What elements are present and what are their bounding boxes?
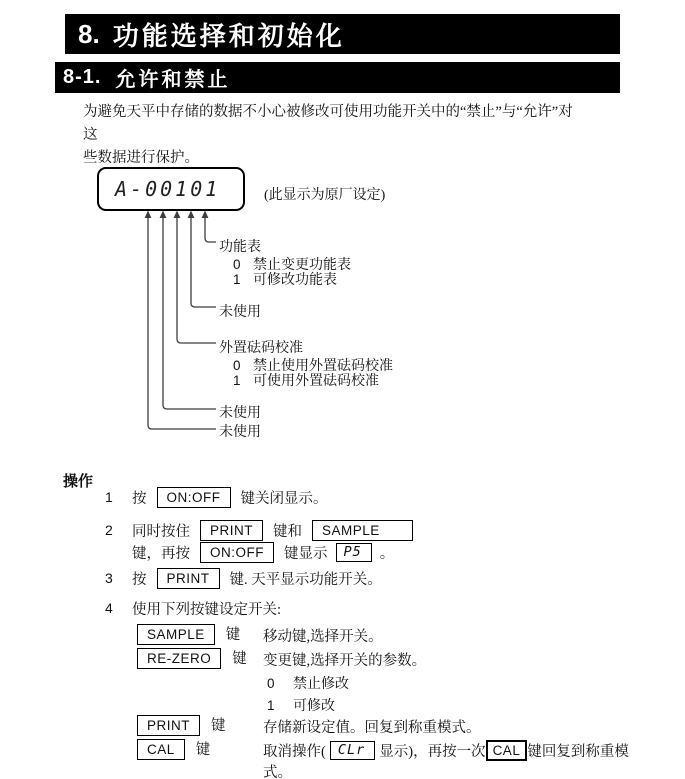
option-value: 1 <box>233 272 241 287</box>
key-description <box>263 740 629 761</box>
option-label: 可修改功能表 <box>253 273 337 288</box>
key-description: 存储新设定值。回复到称重模式。 <box>263 720 481 736</box>
arrow-up-icon <box>174 211 181 219</box>
step-2-continued <box>132 541 394 563</box>
step-text: 键，再按 <box>132 545 190 562</box>
chapter-number: 8. <box>78 18 100 49</box>
step-number: 1 <box>105 489 113 505</box>
lcd-inline-display <box>330 741 375 760</box>
balance-lcd-display <box>97 167 245 211</box>
step-text: 键关闭显示。 <box>240 490 328 507</box>
option-label: 禁止使用外置砝码校准 <box>253 359 393 374</box>
key-row-cal <box>137 738 657 760</box>
option-value: 0 <box>233 257 241 272</box>
step-number: 4 <box>105 600 113 616</box>
step-text: 键. 天平显示功能开关。 <box>229 571 382 588</box>
option-label: 可使用外置砝码校准 <box>253 374 379 389</box>
step-text: 。 <box>379 545 395 562</box>
step-text: 键和 <box>273 523 302 540</box>
lcd-inline-value: P5 <box>343 543 362 560</box>
key-suffix: 键 <box>211 718 226 734</box>
arrow-up-icon <box>202 211 209 219</box>
chapter-header-bar <box>65 14 620 54</box>
callout-line-switch-5 <box>205 216 216 242</box>
step-2 <box>105 519 423 541</box>
lcd-value: A-00101 <box>115 177 221 201</box>
key-description: 变更键,选择开关的参数。 <box>263 653 427 669</box>
on-off-key: ON:OFF <box>200 542 274 563</box>
print-key: PRINT <box>200 520 263 541</box>
desc-text: 显示)，再按一次 <box>379 744 486 760</box>
operation-heading: 操作 <box>63 473 94 490</box>
switch-name-function-table: 功能表 <box>219 240 261 255</box>
section-number: 8-1. <box>63 66 102 88</box>
key-row-re-zero <box>137 647 657 669</box>
step-text: 键显示 <box>284 545 328 562</box>
option-label: 禁止修改 <box>293 677 349 692</box>
section-header-bar <box>55 62 620 93</box>
switch-option <box>233 370 379 390</box>
step-4 <box>105 597 281 619</box>
desc-text: 取消操作( <box>263 744 326 760</box>
key-suffix: 键 <box>195 742 211 758</box>
print-key: PRINT <box>137 715 200 736</box>
arrow-up-icon <box>160 211 167 219</box>
step-text: 同时按住 <box>132 523 190 540</box>
key-row-sample <box>137 623 657 645</box>
option-label: 可修改 <box>293 699 335 714</box>
arrow-up-icon <box>145 211 152 219</box>
step-number: 3 <box>105 570 113 586</box>
step-number: 2 <box>105 522 113 538</box>
re-zero-key: RE-ZERO <box>137 648 221 669</box>
switch-name-external-cal: 外置砝码校准 <box>219 341 303 356</box>
print-key: PRINT <box>157 568 220 589</box>
option-value: 0 <box>233 358 241 373</box>
chapter-title: 功能选择和初始化 <box>112 20 345 51</box>
intro-line-1: 为避免天平中存储的数据不小心被修改可使用功能开关中的“禁止”与“允许”对这 <box>83 104 573 143</box>
step-3 <box>105 567 382 589</box>
switch-name-not-used: 未使用 <box>219 406 261 421</box>
step-text: 使用下列按键设定开关: <box>132 601 282 618</box>
cal-key: CAL <box>486 740 528 761</box>
arrow-up-icon <box>188 211 195 219</box>
re-zero-option <box>267 673 349 693</box>
key-description: 移动键,选择开关。 <box>263 629 383 645</box>
callout-line-switch-1 <box>148 216 216 429</box>
switch-name-not-used: 未使用 <box>219 305 261 320</box>
key-suffix: 键 <box>225 627 241 643</box>
lcd-inline-value: CLr <box>337 742 366 758</box>
lcd-inline-display <box>336 543 372 562</box>
desc-text: 键回复到称重模 <box>527 744 629 760</box>
sample-key: SAMPLE <box>137 624 215 645</box>
re-zero-option <box>267 695 335 715</box>
intro-paragraph <box>83 101 583 170</box>
step-1 <box>105 486 328 508</box>
key-suffix: 键 <box>232 651 247 667</box>
option-value: 1 <box>267 698 275 713</box>
option-value: 1 <box>233 373 241 388</box>
step-text: 按 <box>132 571 147 588</box>
sample-key: SAMPLE <box>312 520 413 541</box>
step-text: 按 <box>132 490 147 507</box>
section-title: 允许和禁止 <box>115 69 231 91</box>
callout-line-switch-4 <box>191 216 216 307</box>
callout-line-switch-2 <box>163 216 216 409</box>
factory-setting-note: (此显示为原厂设定) <box>264 188 386 203</box>
switch-name-not-used: 未使用 <box>219 425 261 440</box>
switch-option <box>233 269 337 289</box>
cal-key: CAL <box>137 739 185 760</box>
key-row-print <box>137 714 657 736</box>
on-off-key: ON:OFF <box>157 487 231 508</box>
option-value: 0 <box>267 676 275 691</box>
option-label: 禁止变更功能表 <box>253 258 351 273</box>
intro-line-2: 些数据进行保护。 <box>83 150 199 166</box>
key-description-wrap: 式。 <box>263 765 292 779</box>
callout-line-switch-3 <box>177 216 216 343</box>
